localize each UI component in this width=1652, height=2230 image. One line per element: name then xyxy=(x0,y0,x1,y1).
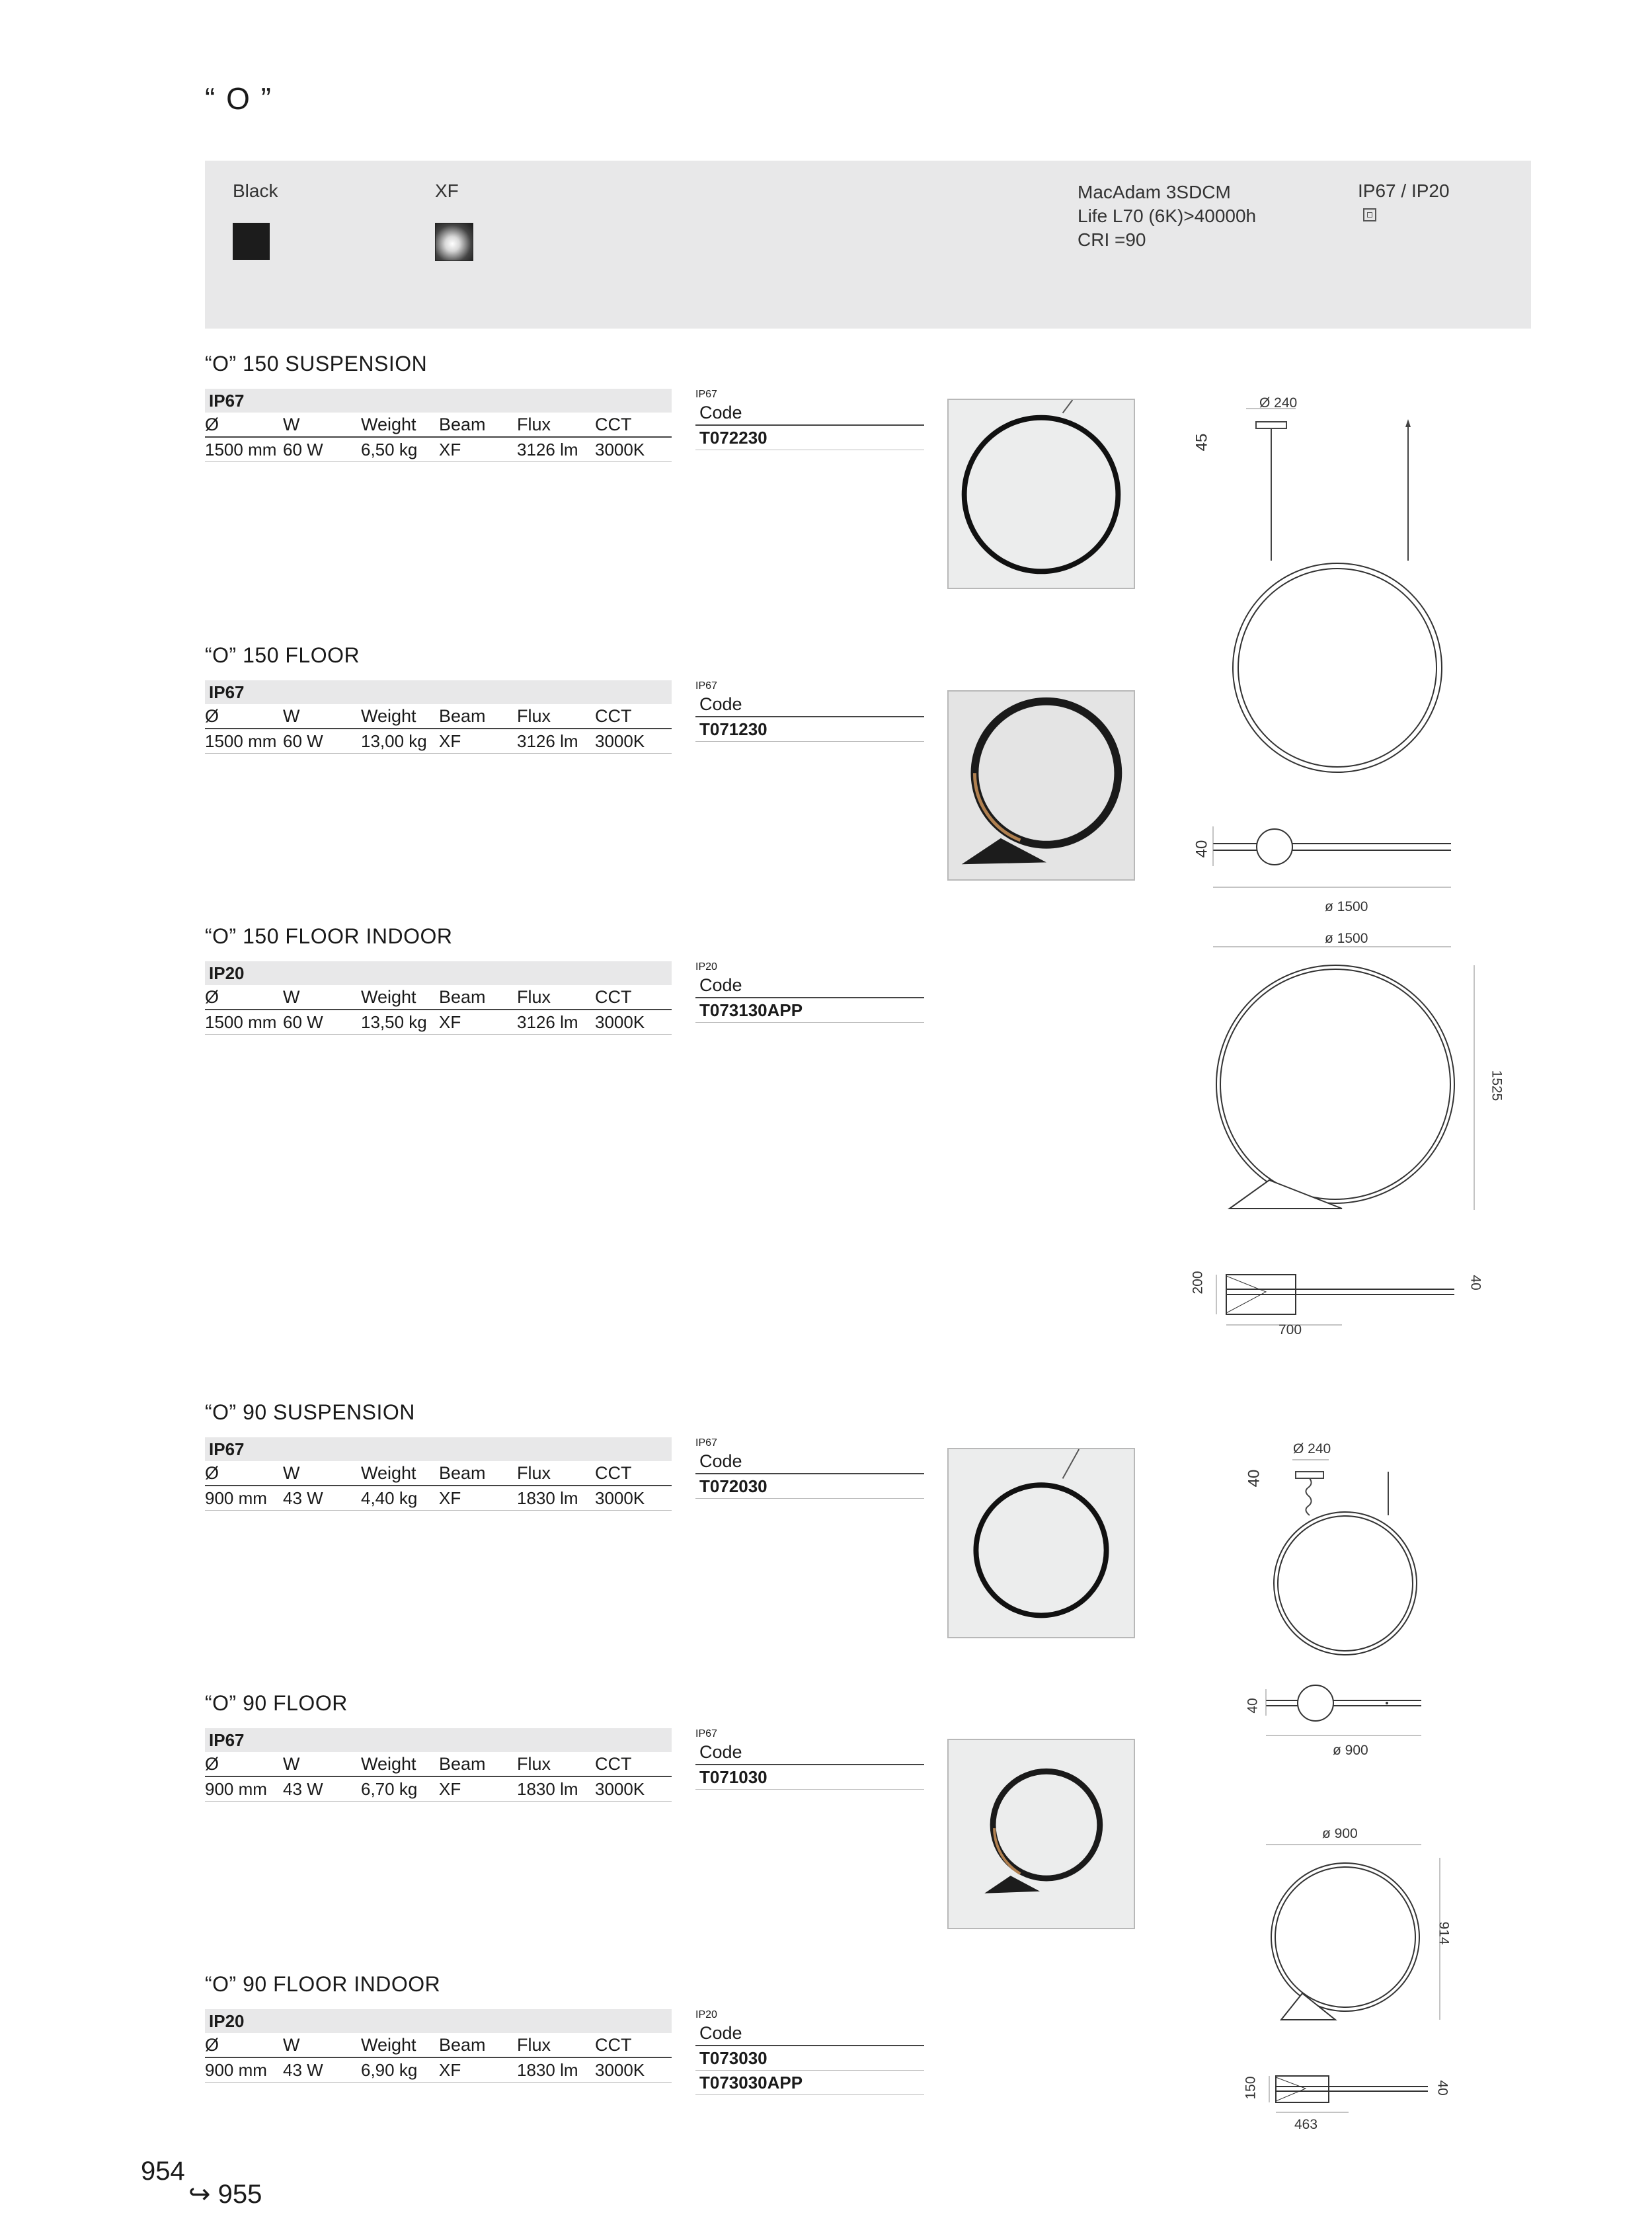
product-o90-floor xyxy=(205,1691,932,1799)
spec-table xyxy=(205,1728,672,1802)
finish-black-swatch xyxy=(233,223,270,260)
cell-code: T071030 xyxy=(699,1767,767,1787)
ip-header: IP67 xyxy=(205,1437,672,1461)
ring-suspension-photo xyxy=(949,1449,1134,1637)
cell-cct: 3000K xyxy=(595,2060,645,2080)
code-row xyxy=(695,1765,924,1790)
dim-o150-base-h: 200 xyxy=(1190,1271,1206,1294)
col-cct: CCT xyxy=(595,1754,632,1774)
col-code: Code xyxy=(699,975,742,995)
spec-table xyxy=(205,680,672,754)
product-title: “O” 90 FLOOR xyxy=(205,1691,348,1715)
col-diameter: Ø xyxy=(205,706,219,726)
dim-o90-canopy-h: 40 xyxy=(1245,1469,1263,1488)
dim-o150-side-h: 40 xyxy=(1193,840,1211,858)
cell-beam: XF xyxy=(439,1779,461,1799)
product-title: “O” 90 FLOOR INDOOR xyxy=(205,1972,441,1996)
dim-o90-base-w: 463 xyxy=(1294,2117,1318,2132)
col-flux: Flux xyxy=(517,1463,551,1483)
cell-watt: 43 W xyxy=(283,2060,323,2080)
code-row xyxy=(695,426,924,450)
col-diameter: Ø xyxy=(205,1463,219,1483)
ip-header: IP20 xyxy=(205,2009,672,2033)
cell-diameter: 1500 mm xyxy=(205,440,277,459)
spec-table xyxy=(205,961,672,1035)
product-o150-floor-indoor xyxy=(205,924,932,1032)
col-diameter: Ø xyxy=(205,415,219,434)
cell-flux: 3126 lm xyxy=(517,440,578,459)
col-weight: Weight xyxy=(361,415,416,434)
cell-diameter: 1500 mm xyxy=(205,731,277,751)
cell-watt: 60 W xyxy=(283,440,323,459)
code-table xyxy=(695,2009,924,2095)
table-header-row xyxy=(205,1752,672,1777)
ring-floor-photo xyxy=(949,1740,1134,1928)
product-o150-suspension xyxy=(205,352,932,459)
code-row xyxy=(695,1474,924,1499)
table-row xyxy=(205,1777,672,1802)
table-row xyxy=(205,1486,672,1511)
col-watt: W xyxy=(283,2035,300,2055)
code-table xyxy=(695,1437,924,1499)
cell-flux: 3126 lm xyxy=(517,731,578,751)
col-weight: Weight xyxy=(361,1754,416,1774)
cell-weight: 13,50 kg xyxy=(361,1012,427,1032)
dim-o150-canopy-h: 45 xyxy=(1193,433,1211,452)
col-watt: W xyxy=(283,1754,300,1774)
col-beam: Beam xyxy=(439,987,486,1007)
page-number: 954 xyxy=(141,2157,185,2186)
cell-cct: 3000K xyxy=(595,440,645,459)
code-table xyxy=(695,389,924,450)
col-beam: Beam xyxy=(439,2035,486,2055)
spec-lines xyxy=(1078,180,1256,252)
code-row xyxy=(695,2071,924,2095)
cell-watt: 43 W xyxy=(283,1488,323,1508)
product-o90-suspension xyxy=(205,1400,932,1508)
code-header-row xyxy=(695,401,924,426)
drawing-o150 xyxy=(1177,390,1481,1342)
finish-black-label: Black xyxy=(233,180,278,201)
cell-watt: 43 W xyxy=(283,1779,323,1799)
col-cct: CCT xyxy=(595,415,632,434)
table-header-row xyxy=(205,985,672,1010)
table-row xyxy=(205,2058,672,2083)
cell-flux: 1830 lm xyxy=(517,1779,578,1799)
beam-xf-swatch xyxy=(435,223,473,261)
dim-o150-diam-b: ø 1500 xyxy=(1325,931,1368,946)
code-header-row xyxy=(695,973,924,998)
photo-o90-suspension xyxy=(947,1448,1135,1638)
ip-header: IP67 xyxy=(205,389,672,413)
col-cct: CCT xyxy=(595,706,632,726)
cell-weight: 6,70 kg xyxy=(361,1779,418,1799)
dim-o150-base-w: 700 xyxy=(1278,1322,1302,1337)
spec-table xyxy=(205,389,672,462)
photo-o90-floor xyxy=(947,1739,1135,1929)
code-table xyxy=(695,961,924,1023)
product-title: “O” 150 FLOOR INDOOR xyxy=(205,924,453,948)
code-row xyxy=(695,717,924,742)
table-header-row xyxy=(205,704,672,729)
ring-floor-photo xyxy=(949,692,1134,879)
col-weight: Weight xyxy=(361,1463,416,1483)
cell-weight: 4,40 kg xyxy=(361,1488,418,1508)
cell-diameter: 900 mm xyxy=(205,1488,267,1508)
ip-header: IP67 xyxy=(695,1437,717,1449)
cell-beam: XF xyxy=(439,1012,461,1032)
cell-cct: 3000K xyxy=(595,1012,645,1032)
product-o90-floor-indoor xyxy=(205,1972,932,2092)
cell-code: T072230 xyxy=(699,428,767,448)
cell-beam: XF xyxy=(439,731,461,751)
col-beam: Beam xyxy=(439,1754,486,1774)
col-flux: Flux xyxy=(517,1754,551,1774)
ip-header: IP67 xyxy=(695,680,717,692)
cell-flux: 1830 lm xyxy=(517,1488,578,1508)
ip-header: IP20 xyxy=(695,961,717,973)
cell-diameter: 1500 mm xyxy=(205,1012,277,1032)
col-weight: Weight xyxy=(361,2035,416,2055)
col-code: Code xyxy=(699,403,742,422)
cell-cct: 3000K xyxy=(595,1488,645,1508)
spec-macadam: MacAdam 3SDCM xyxy=(1078,182,1231,202)
ip-header: IP67 xyxy=(205,680,672,704)
table-header-row xyxy=(205,2033,672,2058)
col-code: Code xyxy=(699,694,742,714)
cell-flux: 1830 lm xyxy=(517,2060,578,2080)
code-table xyxy=(695,1728,924,1790)
col-flux: Flux xyxy=(517,415,551,434)
dim-o90-diam-a: ø 900 xyxy=(1333,1743,1368,1758)
col-watt: W xyxy=(283,1463,300,1483)
cell-cct: 3000K xyxy=(595,1779,645,1799)
ring-suspension-photo xyxy=(949,400,1134,588)
cell-flux: 3126 lm xyxy=(517,1012,578,1032)
cell-beam: XF xyxy=(439,1488,461,1508)
table-header-row xyxy=(205,413,672,438)
drawing-o90 xyxy=(1230,1435,1468,2129)
code-row xyxy=(695,2046,924,2071)
col-cct: CCT xyxy=(595,987,632,1007)
dim-o90-floor-h: 914 xyxy=(1436,1921,1452,1945)
col-diameter: Ø xyxy=(205,1754,219,1774)
code-header-row xyxy=(695,1449,924,1474)
dim-o90-base-h: 150 xyxy=(1243,2076,1259,2100)
cell-beam: XF xyxy=(439,440,461,459)
ip-rating: IP67 / IP20 xyxy=(1358,180,1450,201)
col-diameter: Ø xyxy=(205,987,219,1007)
table-row xyxy=(205,438,672,462)
code-row xyxy=(695,998,924,1023)
col-watt: W xyxy=(283,706,300,726)
code-header-row xyxy=(695,1740,924,1765)
col-beam: Beam xyxy=(439,415,486,434)
cell-cct: 3000K xyxy=(595,731,645,751)
cell-code: T071230 xyxy=(699,719,767,739)
table-row xyxy=(205,1010,672,1035)
finish-xf-label: XF xyxy=(435,180,459,201)
page-title: “ O ” xyxy=(205,81,272,116)
col-weight: Weight xyxy=(361,987,416,1007)
col-code: Code xyxy=(699,1742,742,1762)
spec-table xyxy=(205,2009,672,2083)
cell-watt: 60 W xyxy=(283,731,323,751)
col-diameter: Ø xyxy=(205,2035,219,2055)
col-beam: Beam xyxy=(439,706,486,726)
ip-header: IP20 xyxy=(205,961,672,985)
col-code: Code xyxy=(699,2023,742,2043)
spec-life: Life L70 (6K)>40000h xyxy=(1078,206,1257,226)
dim-o90-side-h: 40 xyxy=(1245,1698,1261,1714)
ip-header: IP67 xyxy=(695,389,717,400)
photo-o150-suspension xyxy=(947,399,1135,589)
cell-code: T073030APP xyxy=(699,2073,803,2092)
col-cct: CCT xyxy=(595,1463,632,1483)
dim-o90-canopy: Ø 240 xyxy=(1293,1441,1331,1456)
cell-code: T072030 xyxy=(699,1476,767,1496)
code-header-row xyxy=(695,692,924,717)
col-code: Code xyxy=(699,1451,742,1471)
cell-weight: 6,50 kg xyxy=(361,440,418,459)
col-flux: Flux xyxy=(517,2035,551,2055)
cell-diameter: 900 mm xyxy=(205,1779,267,1799)
col-watt: W xyxy=(283,987,300,1007)
table-header-row xyxy=(205,1461,672,1486)
col-flux: Flux xyxy=(517,987,551,1007)
cell-beam: XF xyxy=(439,2060,461,2080)
table-row xyxy=(205,729,672,754)
col-weight: Weight xyxy=(361,706,416,726)
product-title: “O” 90 SUSPENSION xyxy=(205,1400,415,1424)
spec-table xyxy=(205,1437,672,1511)
dim-o90-base-side: 40 xyxy=(1435,2080,1450,2096)
code-header-row xyxy=(695,2021,924,2046)
product-o150-floor xyxy=(205,643,932,751)
cell-diameter: 900 mm xyxy=(205,2060,267,2080)
col-flux: Flux xyxy=(517,706,551,726)
cell-weight: 6,90 kg xyxy=(361,2060,418,2080)
product-title: “O” 150 SUSPENSION xyxy=(205,352,428,376)
product-title: “O” 150 FLOOR xyxy=(205,643,360,667)
dim-o90-diam-b: ø 900 xyxy=(1322,1826,1358,1841)
col-cct: CCT xyxy=(595,2035,632,2055)
col-watt: W xyxy=(283,415,300,434)
ip-header: IP67 xyxy=(205,1728,672,1752)
ip-header: IP67 xyxy=(695,1728,717,1739)
dim-o150-floor-h: 1525 xyxy=(1489,1070,1505,1101)
next-page-link[interactable]: ↪ 955 xyxy=(188,2180,262,2209)
dim-o150-canopy: Ø 240 xyxy=(1259,395,1298,411)
col-beam: Beam xyxy=(439,1463,486,1483)
ip-header: IP20 xyxy=(695,2009,717,2020)
code-table xyxy=(695,680,924,742)
cell-code: T073030 xyxy=(699,2048,767,2068)
finish-band xyxy=(205,161,1531,329)
class-ii-icon xyxy=(1363,208,1376,221)
photo-o150-floor xyxy=(947,690,1135,881)
cell-weight: 13,00 kg xyxy=(361,731,427,751)
dim-o150-base-side: 40 xyxy=(1468,1275,1483,1291)
dim-o150-diam-a: ø 1500 xyxy=(1325,899,1368,914)
cell-watt: 60 W xyxy=(283,1012,323,1032)
cell-code: T073130APP xyxy=(699,1000,803,1020)
spec-cri: CRI =90 xyxy=(1078,229,1146,250)
